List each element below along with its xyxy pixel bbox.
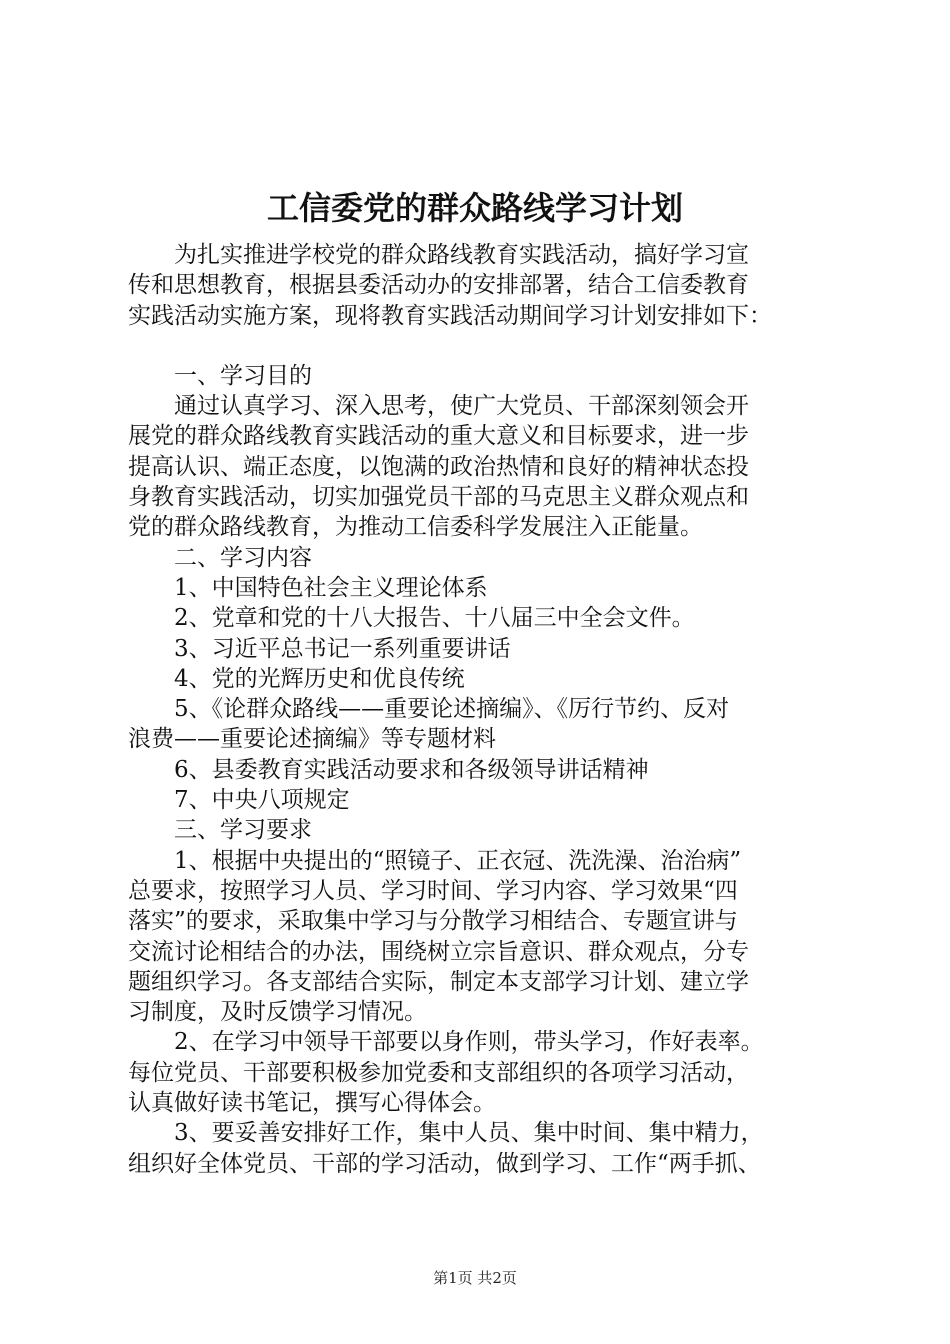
text-line: 交流讨论相结合的办法，围绕树立宗旨意识、群众观点，分专 <box>128 938 749 965</box>
text-line: 2、在学习中领导干部要以身作则，带头学习，作好表率。 <box>128 1029 764 1056</box>
text-line: 实践活动实施方案，现将教育实践活动期间学习计划安排如下： <box>128 302 772 329</box>
text-line: 二、学习内容 <box>128 544 312 571</box>
text-line: 三、学习要求 <box>128 817 312 844</box>
text-line: 6、县委教育实践活动要求和各级领导讲话精神 <box>128 756 649 783</box>
text-line: 3、要妥善安排好工作，集中人员、集中时间、集中精力， <box>128 1120 764 1147</box>
text-line: 党的群众路线教育，为推动工信委科学发展注入正能量。 <box>128 514 703 541</box>
text-line: 通过认真学习、深入思考，使广大党员、干部深刻领会开 <box>128 393 749 420</box>
text-line: 提高认识、端正态度，以饱满的政治热情和良好的精神状态投 <box>128 453 749 480</box>
text-line: 1、根据中央提出的“照镜子、正衣冠、洗洗澡、治治病” <box>128 847 742 874</box>
text-line: 题组织学习。各支部结合实际，制定本支部学习计划、建立学 <box>128 968 749 995</box>
document-title: 工信委党的群众路线学习计划 <box>266 189 683 227</box>
blank-line <box>128 331 828 361</box>
text-line: 2、党章和党的十八大报告、十八届三中全会文件。 <box>128 605 695 632</box>
text-line: 3、习近平总书记一系列重要讲话 <box>128 635 511 662</box>
text-line: 每位党员、干部要积极参加党委和支部组织的各项学习活动， <box>128 1059 749 1086</box>
text-line: 认真做好读书笔记，撰写心得体会。 <box>128 1090 496 1117</box>
text-line: 4、党的光辉历史和优良传统 <box>128 665 465 692</box>
text-line: 身教育实践活动，切实加强党员干部的马克思主义群众观点和 <box>128 484 749 511</box>
text-line: 落实”的要求，采取集中学习与分散学习相结合、专题宣讲与 <box>128 908 738 935</box>
page-footer: 第1页 共2页 <box>433 1269 517 1287</box>
text-line: 1、中国特色社会主义理论体系 <box>128 574 488 601</box>
text-line: 展党的群众路线教育实践活动的重大意义和目标要求，进一步 <box>128 423 749 450</box>
text-line: 习制度，及时反馈学习情况。 <box>128 999 427 1026</box>
text-line: 组织好全体党员、干部的学习活动，做到学习、工作“两手抓、 <box>128 1150 761 1177</box>
text-line: 5、《论群众路线——重要论述摘编》、《厉行节约、反对 <box>128 696 730 723</box>
text-line: 总要求，按照学习人员、学习时间、学习内容、学习效果“四 <box>128 877 738 904</box>
text-line: 传和思想教育，根据县委活动办的安排部署，结合工信委教育 <box>128 272 749 299</box>
text-line: 浪费——重要论述摘编》等专题材料 <box>128 726 496 753</box>
text-line: 一、学习目的 <box>128 362 312 389</box>
document-body <box>128 240 828 1179</box>
text-line: 7、中央八项规定 <box>128 787 350 814</box>
text-line: 为扎实推进学校党的群众路线教育实践活动，搞好学习宣 <box>128 242 749 268</box>
